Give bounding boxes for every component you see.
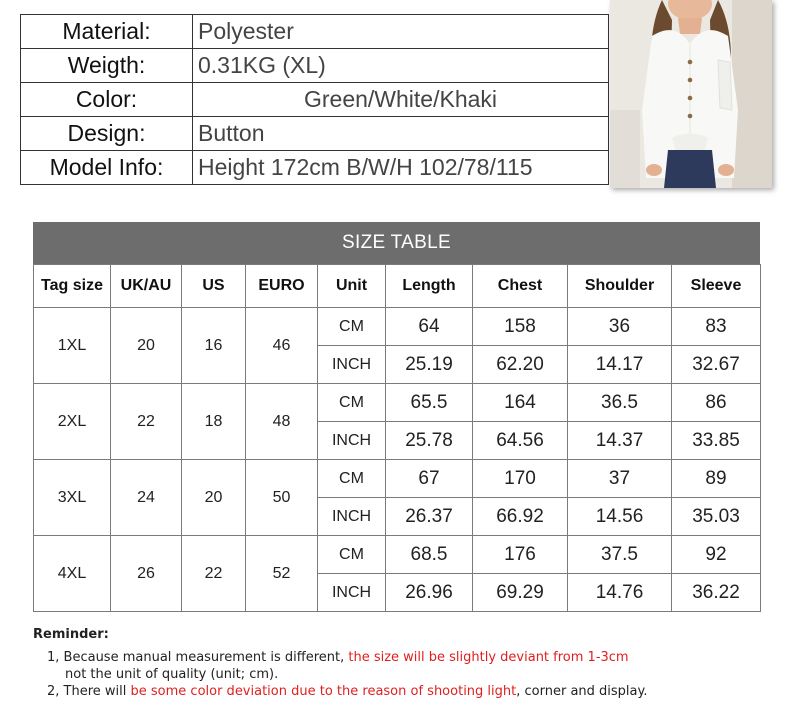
sleeve-cell: 86 bbox=[672, 384, 761, 422]
size-table bbox=[33, 264, 761, 612]
chest-cell: 69.29 bbox=[473, 574, 568, 612]
uk-au-cell: 20 bbox=[111, 308, 182, 384]
info-value: Height 172cm B/W/H 102/78/115 bbox=[193, 151, 609, 185]
euro-cell: 48 bbox=[246, 384, 318, 460]
info-value: Button bbox=[193, 117, 609, 151]
col-header-us: US bbox=[182, 265, 246, 308]
tag-size-cell: 1XL bbox=[34, 308, 111, 384]
info-value: Polyester bbox=[193, 15, 609, 49]
info-label: Material: bbox=[21, 15, 193, 49]
col-header-length: Length bbox=[386, 265, 473, 308]
col-header-shoulder: Shoulder bbox=[568, 265, 672, 308]
sleeve-cell: 36.22 bbox=[672, 574, 761, 612]
info-row-weight bbox=[21, 49, 609, 83]
shoulder-cell: 37 bbox=[568, 460, 672, 498]
length-cell: 25.78 bbox=[386, 422, 473, 460]
length-cell: 26.96 bbox=[386, 574, 473, 612]
unit-cell: CM bbox=[318, 460, 386, 498]
length-cell: 65.5 bbox=[386, 384, 473, 422]
col-header-euro: EURO bbox=[246, 265, 318, 308]
euro-cell: 46 bbox=[246, 308, 318, 384]
chest-cell: 170 bbox=[473, 460, 568, 498]
reminder-text: not the unit of quality (unit; cm). bbox=[65, 667, 279, 682]
length-cell: 68.5 bbox=[386, 536, 473, 574]
chest-cell: 66.92 bbox=[473, 498, 568, 536]
info-label: Color: bbox=[21, 83, 193, 117]
euro-cell: 50 bbox=[246, 460, 318, 536]
table-row bbox=[34, 536, 761, 574]
unit-cell: INCH bbox=[318, 574, 386, 612]
shoulder-cell: 14.17 bbox=[568, 346, 672, 384]
sleeve-cell: 33.85 bbox=[672, 422, 761, 460]
reminder-highlight: be some color deviation due to the reason of shooting light bbox=[130, 684, 517, 699]
sleeve-cell: 32.67 bbox=[672, 346, 761, 384]
info-value: 0.31KG (XL) bbox=[193, 49, 609, 83]
shoulder-cell: 14.76 bbox=[568, 574, 672, 612]
sleeve-cell: 35.03 bbox=[672, 498, 761, 536]
sleeve-cell: 92 bbox=[672, 536, 761, 574]
shoulder-cell: 14.56 bbox=[568, 498, 672, 536]
unit-cell: INCH bbox=[318, 422, 386, 460]
tag-size-cell: 3XL bbox=[34, 460, 111, 536]
reminder-text: 2, There will bbox=[47, 684, 131, 699]
chest-cell: 176 bbox=[473, 536, 568, 574]
reminder-title: Reminder: bbox=[33, 627, 109, 642]
reminder-line-1-cont bbox=[65, 667, 278, 682]
length-cell: 64 bbox=[386, 308, 473, 346]
model-illustration bbox=[610, 0, 772, 188]
col-header-sleeve: Sleeve bbox=[672, 265, 761, 308]
chest-cell: 64.56 bbox=[473, 422, 568, 460]
info-label: Design: bbox=[21, 117, 193, 151]
shoulder-cell: 37.5 bbox=[568, 536, 672, 574]
table-row bbox=[34, 308, 761, 346]
size-table-title: SIZE TABLE bbox=[33, 222, 760, 264]
chest-cell: 62.20 bbox=[473, 346, 568, 384]
info-row-design bbox=[21, 117, 609, 151]
length-cell: 67 bbox=[386, 460, 473, 498]
info-value: Green/White/Khaki bbox=[193, 83, 609, 117]
model-photo bbox=[610, 0, 772, 188]
table-row bbox=[34, 384, 761, 422]
reminder-highlight: the size will be slightly deviant from 1-3cm bbox=[348, 650, 629, 665]
us-cell: 20 bbox=[182, 460, 246, 536]
col-header-tag-size: Tag size bbox=[34, 265, 111, 308]
chest-cell: 158 bbox=[473, 308, 568, 346]
uk-au-cell: 24 bbox=[111, 460, 182, 536]
unit-cell: CM bbox=[318, 308, 386, 346]
unit-cell: CM bbox=[318, 536, 386, 574]
unit-cell: INCH bbox=[318, 346, 386, 384]
reminder-text: 1, Because manual measurement is different, bbox=[47, 650, 349, 665]
us-cell: 18 bbox=[182, 384, 246, 460]
info-row-material bbox=[21, 15, 609, 49]
us-cell: 22 bbox=[182, 536, 246, 612]
uk-au-cell: 22 bbox=[111, 384, 182, 460]
product-info-table bbox=[20, 14, 609, 185]
tag-size-cell: 2XL bbox=[34, 384, 111, 460]
shoulder-cell: 36.5 bbox=[568, 384, 672, 422]
info-label: Weigth: bbox=[21, 49, 193, 83]
length-cell: 25.19 bbox=[386, 346, 473, 384]
chest-cell: 164 bbox=[473, 384, 568, 422]
euro-cell: 52 bbox=[246, 536, 318, 612]
unit-cell: CM bbox=[318, 384, 386, 422]
size-table-header-row bbox=[34, 265, 761, 308]
length-cell: 26.37 bbox=[386, 498, 473, 536]
sleeve-cell: 83 bbox=[672, 308, 761, 346]
tag-size-cell: 4XL bbox=[34, 536, 111, 612]
shoulder-cell: 36 bbox=[568, 308, 672, 346]
uk-au-cell: 26 bbox=[111, 536, 182, 612]
reminder-line-2 bbox=[47, 684, 647, 699]
col-header-unit: Unit bbox=[318, 265, 386, 308]
info-label: Model Info: bbox=[21, 151, 193, 185]
col-header-uk-au: UK/AU bbox=[111, 265, 182, 308]
shoulder-cell: 14.37 bbox=[568, 422, 672, 460]
reminder-line-1 bbox=[47, 650, 629, 665]
reminder-text: , corner and display. bbox=[516, 684, 648, 699]
unit-cell: INCH bbox=[318, 498, 386, 536]
sleeve-cell: 89 bbox=[672, 460, 761, 498]
col-header-chest: Chest bbox=[473, 265, 568, 308]
info-row-color bbox=[21, 83, 609, 117]
info-row-model bbox=[21, 151, 609, 185]
table-row bbox=[34, 460, 761, 498]
us-cell: 16 bbox=[182, 308, 246, 384]
